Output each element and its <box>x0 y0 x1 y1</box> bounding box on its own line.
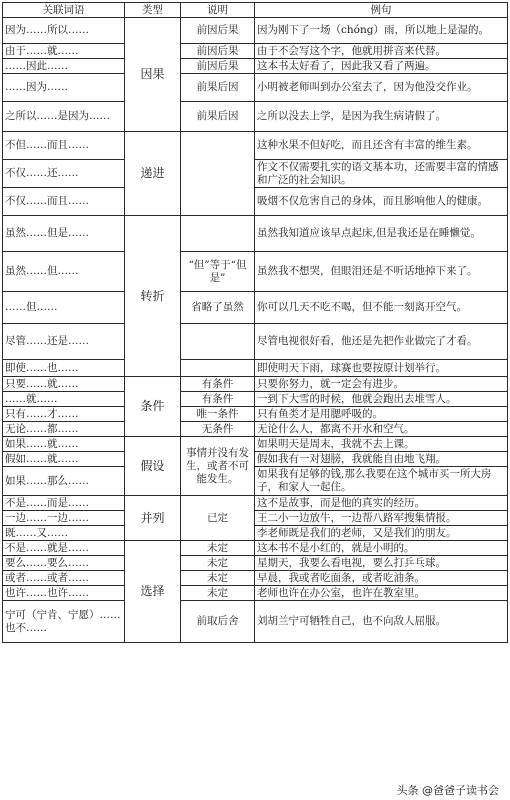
example-cell: 之所以没去上学，是因为我生病请假了。 <box>255 102 508 132</box>
conjunction-cell: ……因此…… <box>3 59 125 74</box>
conjunction-cell: 如果……就…… <box>3 437 125 452</box>
type-cell: 并列 <box>125 496 181 541</box>
table-row <box>3 360 508 377</box>
conjunction-cell: 之所以……是因为…… <box>3 102 125 132</box>
conjunction-cell: 只要……就…… <box>3 377 125 392</box>
table-body <box>3 18 508 643</box>
header-note: 说明 <box>181 3 255 18</box>
example-cell: 如果我有足够的钱,那么我要在这个城市买一所大房子，和家人一起住。 <box>255 467 508 496</box>
example-cell: 这本书不是小红的，就是小明的。 <box>255 541 508 556</box>
note-cell <box>181 132 255 216</box>
table-row <box>3 324 508 360</box>
table-row <box>3 292 508 324</box>
type-cell: 假设 <box>125 437 181 496</box>
conjunction-cell: 不仅……而且…… <box>3 188 125 216</box>
table-row <box>3 437 508 452</box>
conjunctions-table <box>2 2 508 643</box>
example-cell: 刘胡兰宁可牺牲自己，也不向敌人屈服。 <box>255 601 508 643</box>
table-row <box>3 496 508 511</box>
example-cell: 老师也许在办公室，也许在教室里。 <box>255 586 508 601</box>
example-cell: 小明被老师叫到办公室去了，因为他没交作业。 <box>255 74 508 102</box>
example-cell: 这种水果不但好吃，而且还含有丰富的维生素。 <box>255 132 508 160</box>
conjunction-cell: 如果……那么…… <box>3 467 125 496</box>
table-row <box>3 102 508 132</box>
table-row <box>3 407 508 422</box>
type-cell: 选择 <box>125 541 181 643</box>
table-row <box>3 467 508 496</box>
conjunction-cell: 虽然……但…… <box>3 252 125 292</box>
note-cell: 前取后舍 <box>181 601 255 643</box>
example-cell: 这不是故事，而是他的真实的经历。 <box>255 496 508 511</box>
table-row <box>3 188 508 216</box>
note-cell: 前果后因 <box>181 102 255 132</box>
note-cell: 已定 <box>181 496 255 541</box>
table-row <box>3 556 508 571</box>
note-cell: 有条件 <box>181 377 255 392</box>
note-cell: 前果后因 <box>181 74 255 102</box>
example-cell: 如果明天是周末，我就不去上课。 <box>255 437 508 452</box>
note-cell <box>181 324 255 360</box>
conjunction-cell: 一边……一边…… <box>3 511 125 526</box>
example-cell: 虽然我知道应该早点起床,但是我还是在睡懒觉。 <box>255 216 508 252</box>
note-cell: 未定 <box>181 541 255 556</box>
conjunction-cell: 即使……也…… <box>3 360 125 377</box>
note-cell: 无条件 <box>181 422 255 437</box>
table-row <box>3 132 508 160</box>
table-row <box>3 511 508 526</box>
note-cell: 有条件 <box>181 392 255 407</box>
note-cell <box>181 360 255 377</box>
example-cell: 尽管电视很好看，他还是先把作业做完了才看。 <box>255 324 508 360</box>
table-row <box>3 18 508 44</box>
conjunction-cell: ……就…… <box>3 392 125 407</box>
example-cell: 一到下大雪的时候，他就会跑出去堆雪人。 <box>255 392 508 407</box>
example-cell: 王二小一边放牛，一边帮八路军搜集情报。 <box>255 511 508 526</box>
example-cell: 早晨，我或者吃面条，或者吃油条。 <box>255 571 508 586</box>
note-cell: “但”等于“但是” <box>181 252 255 292</box>
conjunction-cell: ……因为…… <box>3 74 125 102</box>
table-row <box>3 452 508 467</box>
conjunction-cell: 因为……所以…… <box>3 18 125 44</box>
conjunction-cell: 不是……而是…… <box>3 496 125 511</box>
conjunction-cell: 尽管……还是…… <box>3 324 125 360</box>
example-cell: 即使明天下雨，球赛也要按原计划举行。 <box>255 360 508 377</box>
example-cell: 只要你努力，就一定会有进步。 <box>255 377 508 392</box>
conjunction-cell: 无论……都…… <box>3 422 125 437</box>
note-cell <box>181 216 255 252</box>
example-cell: 因为刚下了一场（chóng）雨，所以地上是湿的。 <box>255 18 508 44</box>
conjunction-cell: 既……又…… <box>3 526 125 541</box>
table-row <box>3 44 508 59</box>
conjunction-cell: 只有……才…… <box>3 407 125 422</box>
example-cell: 由于不会写这个字，他就用拼音来代替。 <box>255 44 508 59</box>
type-cell: 条件 <box>125 377 181 437</box>
table-row <box>3 422 508 437</box>
note-cell: 前因后果 <box>181 18 255 44</box>
conjunction-cell: 或者……或者…… <box>3 571 125 586</box>
type-cell: 转折 <box>125 216 181 377</box>
conjunction-cell: 要么……要么…… <box>3 556 125 571</box>
table-row <box>3 377 508 392</box>
example-cell: 你可以几天不吃不喝，但不能一刻离开空气。 <box>255 292 508 324</box>
note-cell: 未定 <box>181 571 255 586</box>
note-cell: 未定 <box>181 586 255 601</box>
table-row <box>3 252 508 292</box>
example-cell: 作文不仅需要扎实的语文基本功，还需要丰富的情感和广泛的社会知识。 <box>255 160 508 188</box>
conjunction-cell: 假如……就…… <box>3 452 125 467</box>
conjunction-cell: 也许……也许…… <box>3 586 125 601</box>
table-row <box>3 216 508 252</box>
table-row <box>3 541 508 556</box>
note-cell: 唯一条件 <box>181 407 255 422</box>
watermark: 头条 @爸爸子读书会 <box>394 782 503 798</box>
table-row <box>3 601 508 643</box>
note-cell: 前因后果 <box>181 59 255 74</box>
note-cell: 前因后果 <box>181 44 255 59</box>
type-cell: 递进 <box>125 132 181 216</box>
example-cell: 吸烟不仅危害自己的身体，而且影响他人的健康。 <box>255 188 508 216</box>
conjunction-cell: 不是……就是…… <box>3 541 125 556</box>
conjunction-cell: ……但…… <box>3 292 125 324</box>
header-example: 例句 <box>255 3 508 18</box>
note-cell: 省略了虽然 <box>181 292 255 324</box>
type-cell: 因果 <box>125 18 181 132</box>
conjunction-cell: 不但……而且…… <box>3 132 125 160</box>
example-cell: 假如我有一对翅膀，我就能自由地飞翔。 <box>255 452 508 467</box>
header-conjunction: 关联词语 <box>3 3 125 18</box>
example-cell: 虽然我不想哭，但眼泪还是不听话地掉下来了。 <box>255 252 508 292</box>
conjunction-cell: 虽然……但是…… <box>3 216 125 252</box>
table-row <box>3 160 508 188</box>
table-row <box>3 586 508 601</box>
table-header-row <box>3 3 508 18</box>
header-type: 类型 <box>125 3 181 18</box>
table-row <box>3 526 508 541</box>
table-row <box>3 392 508 407</box>
table-row <box>3 571 508 586</box>
note-cell: 事情并没有发生，或者不可能发生。 <box>181 437 255 496</box>
example-cell: 只有鱼类才是用腮呼吸的。 <box>255 407 508 422</box>
example-cell: 这本书太好看了，因此我又看了两遍。 <box>255 59 508 74</box>
conjunction-cell: 由于……就…… <box>3 44 125 59</box>
conjunction-cell: 宁可（宁肯、宁愿）……也不…… <box>3 601 125 643</box>
example-cell: 李老师既是我们的老师，又是我们的朋友。 <box>255 526 508 541</box>
example-cell: 星期天，我要么看电视，要么打乒乓球。 <box>255 556 508 571</box>
conjunction-cell: 不仅……还…… <box>3 160 125 188</box>
table-row <box>3 59 508 74</box>
example-cell: 无论什么人，都离不开水和空气。 <box>255 422 508 437</box>
table-row <box>3 74 508 102</box>
note-cell: 未定 <box>181 556 255 571</box>
